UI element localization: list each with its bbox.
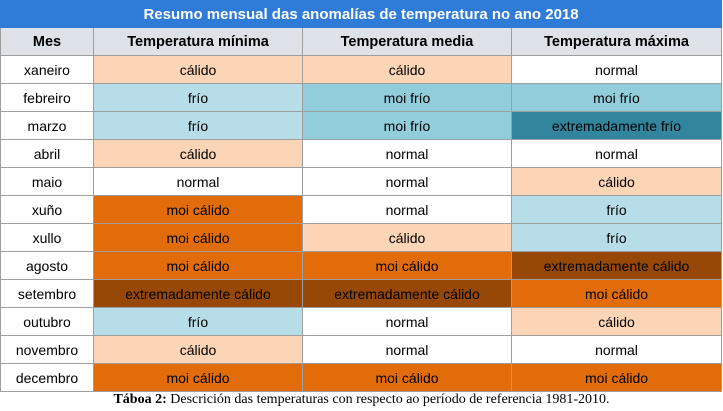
header-max-temp: Temperatura máxima: [512, 28, 722, 56]
table-row: [1, 56, 722, 84]
mean-temp-cell: normal: [303, 196, 512, 224]
max-temp-cell: frío: [512, 196, 722, 224]
mean-temp-cell: moi frío: [303, 112, 512, 140]
min-temp-cell: cálido: [94, 56, 303, 84]
table-row: [1, 140, 722, 168]
max-temp-cell: normal: [512, 56, 722, 84]
mean-temp-cell: cálido: [303, 56, 512, 84]
max-temp-cell: moi frío: [512, 84, 722, 112]
table-row: [1, 336, 722, 364]
table-row: [1, 168, 722, 196]
mean-temp-cell: normal: [303, 336, 512, 364]
table-row: [1, 252, 722, 280]
header-mean-temp: Temperatura media: [303, 28, 512, 56]
table-row: [1, 196, 722, 224]
min-temp-cell: extremadamente cálido: [94, 280, 303, 308]
month-cell: xuño: [1, 196, 94, 224]
header-min-temp: Temperatura mínima: [94, 28, 303, 56]
table-row: [1, 280, 722, 308]
table-row: [1, 224, 722, 252]
month-cell: marzo: [1, 112, 94, 140]
table-row: [1, 84, 722, 112]
mean-temp-cell: extremadamente cálido: [303, 280, 512, 308]
mean-temp-cell: cálido: [303, 224, 512, 252]
month-cell: abril: [1, 140, 94, 168]
table-header-row: [1, 28, 722, 56]
table-row: [1, 308, 722, 336]
max-temp-cell: normal: [512, 336, 722, 364]
mean-temp-cell: normal: [303, 308, 512, 336]
month-cell: maio: [1, 168, 94, 196]
max-temp-cell: cálido: [512, 168, 722, 196]
table-row: [1, 112, 722, 140]
min-temp-cell: cálido: [94, 140, 303, 168]
max-temp-cell: cálido: [512, 308, 722, 336]
month-cell: setembro: [1, 280, 94, 308]
month-cell: xaneiro: [1, 56, 94, 84]
caption-label: Táboa 2:: [113, 392, 167, 407]
table-caption: [0, 392, 723, 408]
max-temp-cell: extremadamente frío: [512, 112, 722, 140]
month-cell: outubro: [1, 308, 94, 336]
min-temp-cell: cálido: [94, 336, 303, 364]
min-temp-cell: frío: [94, 112, 303, 140]
mean-temp-cell: moi cálido: [303, 364, 512, 392]
month-cell: decembro: [1, 364, 94, 392]
max-temp-cell: normal: [512, 140, 722, 168]
max-temp-cell: moi cálido: [512, 280, 722, 308]
mean-temp-cell: normal: [303, 140, 512, 168]
header-month: Mes: [1, 28, 94, 56]
max-temp-cell: extremadamente cálido: [512, 252, 722, 280]
max-temp-cell: moi cálido: [512, 364, 722, 392]
caption-text: Descrición das temperaturas con respecto ao período de referencia 1981-2010.: [166, 392, 610, 407]
mean-temp-cell: moi cálido: [303, 252, 512, 280]
mean-temp-cell: moi frío: [303, 84, 512, 112]
min-temp-cell: moi cálido: [94, 196, 303, 224]
month-cell: agosto: [1, 252, 94, 280]
min-temp-cell: moi cálido: [94, 224, 303, 252]
min-temp-cell: moi cálido: [94, 252, 303, 280]
month-cell: febreiro: [1, 84, 94, 112]
min-temp-cell: frío: [94, 308, 303, 336]
table-title: Resumo mensual das anomalías de temperatura no ano 2018: [1, 1, 722, 28]
mean-temp-cell: normal: [303, 168, 512, 196]
min-temp-cell: frío: [94, 84, 303, 112]
min-temp-cell: normal: [94, 168, 303, 196]
month-cell: xullo: [1, 224, 94, 252]
month-cell: novembro: [1, 336, 94, 364]
max-temp-cell: frío: [512, 224, 722, 252]
min-temp-cell: moi cálido: [94, 364, 303, 392]
table-body: [1, 56, 722, 392]
table-title-row: [1, 1, 722, 28]
table-row: [1, 364, 722, 392]
